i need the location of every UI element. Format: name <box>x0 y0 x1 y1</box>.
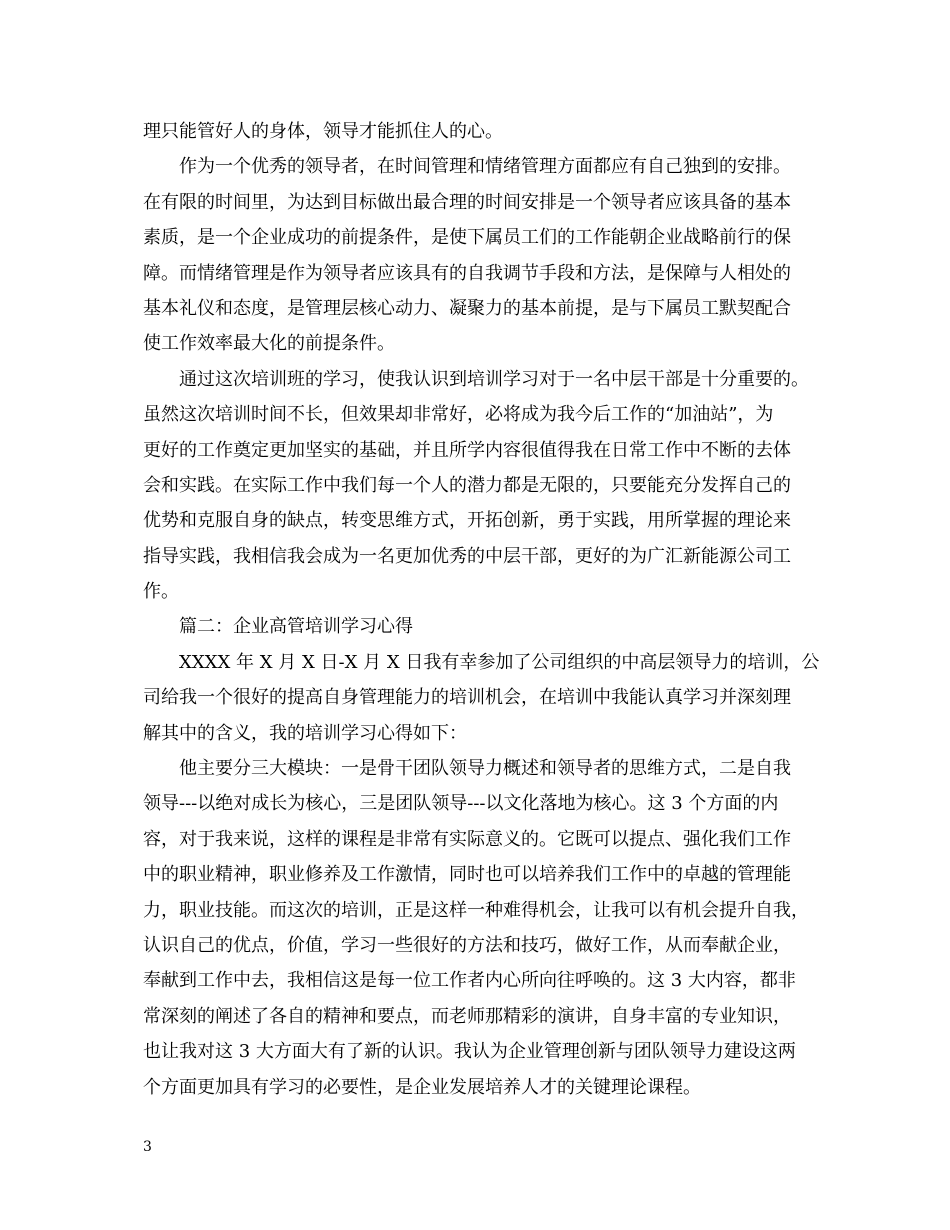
text-line: 作为一个优秀的领导者，在时间管理和情绪管理方面都应有自己独到的安排。 <box>179 156 791 178</box>
text-line: 素质，是一个企业成功的前提条件，是使下属员工们的工作能朝企业战略前行的保 <box>143 227 791 249</box>
text-line: 常深刻的阐述了各自的精神和要点，而老师那精彩的演讲，自身丰富的专业知识， <box>143 1005 791 1027</box>
text-line: 在有限的时间里，为达到目标做出最合理的时间安排是一个领导者应该具备的基本 <box>143 191 791 213</box>
text-line: 奉献到工作中去，我相信这是每一位工作者内心所向往呼唤的。这 3 大内容，都非 <box>143 970 796 992</box>
text-line: 理只能管好人的身体，领导才能抓住人的心。 <box>143 121 503 142</box>
text-line: 解其中的含义，我的培训学习心得如下： <box>143 722 467 744</box>
text-line: 认识自己的优点，价值，学习一些很好的方法和技巧，做好工作，从而奉献企业， <box>143 934 791 956</box>
text-line: 作。 <box>143 581 179 603</box>
text-line: 容，对于我来说，这样的课程是非常有实际意义的。它既可以提点、强化我们工作 <box>143 828 791 850</box>
text-line: 障。而情绪管理是作为领导者应该具有的自我调节手段和方法，是保障与人相处的 <box>143 262 791 284</box>
page-number: 3 <box>143 1139 152 1155</box>
text-line: 更好的工作奠定更加坚实的基础，并且所学内容很值得我在日常工作中不断的去体 <box>143 439 791 461</box>
text-line: 领导---以绝对成长为核心，三是团队领导---以文化落地为核心。这 3 个方面的内 <box>143 793 779 815</box>
body-text <box>143 114 820 1105</box>
text-line: XXXX 年 X 月 X 日-X 月 X 日我有幸参加了公司组织的中高层领导力的培训，公 <box>179 651 820 673</box>
text-line: 个方面更加具有学习的必要性，是企业发展培养人才的关键理论课程。 <box>143 1076 701 1098</box>
text-line: 他主要分三大模块：一是骨干团队领导力概述和领导者的思维方式，二是自我 <box>179 758 791 780</box>
text-line: 也让我对这 3 大方面大有了新的认识。我认为企业管理创新与团队领导力建设这两 <box>143 1041 796 1063</box>
text-line: 司给我一个很好的提高自身管理能力的培训机会，在培训中我能认真学习并深刻理 <box>143 687 791 709</box>
text-line: 指导实践，我相信我会成为一名更加优秀的中层干部，更好的为广汇新能源公司工 <box>143 545 791 567</box>
text-line: 中的职业精神，职业修养及工作激情，同时也可以培养我们工作中的卓越的管理能 <box>143 864 791 886</box>
text-line: 基本礼仪和态度，是管理层核心动力、凝聚力的基本前提，是与下属员工默契配合 <box>143 297 791 319</box>
text-line: 篇二：企业高管培训学习心得 <box>179 616 413 638</box>
text-line: 力，职业技能。而这次的培训，正是这样一种难得机会，让我可以有机会提升自我， <box>143 899 809 921</box>
text-line: 会和实践。在实际工作中我们每一个人的潜力都是无限的，只要能充分发挥自己的 <box>143 474 791 496</box>
text-line: 虽然这次培训时间不长，但效果却非常好，必将成为我今后工作的“加油站”，为 <box>143 404 774 426</box>
text-line: 优势和克服自身的缺点，转变思维方式，开拓创新，勇于实践，用所掌握的理论来 <box>143 510 791 532</box>
text-line: 通过这次培训班的学习，使我认识到培训学习对于一名中层干部是十分重要的。 <box>179 368 809 390</box>
text-line: 使工作效率最大化的前提条件。 <box>143 333 395 355</box>
